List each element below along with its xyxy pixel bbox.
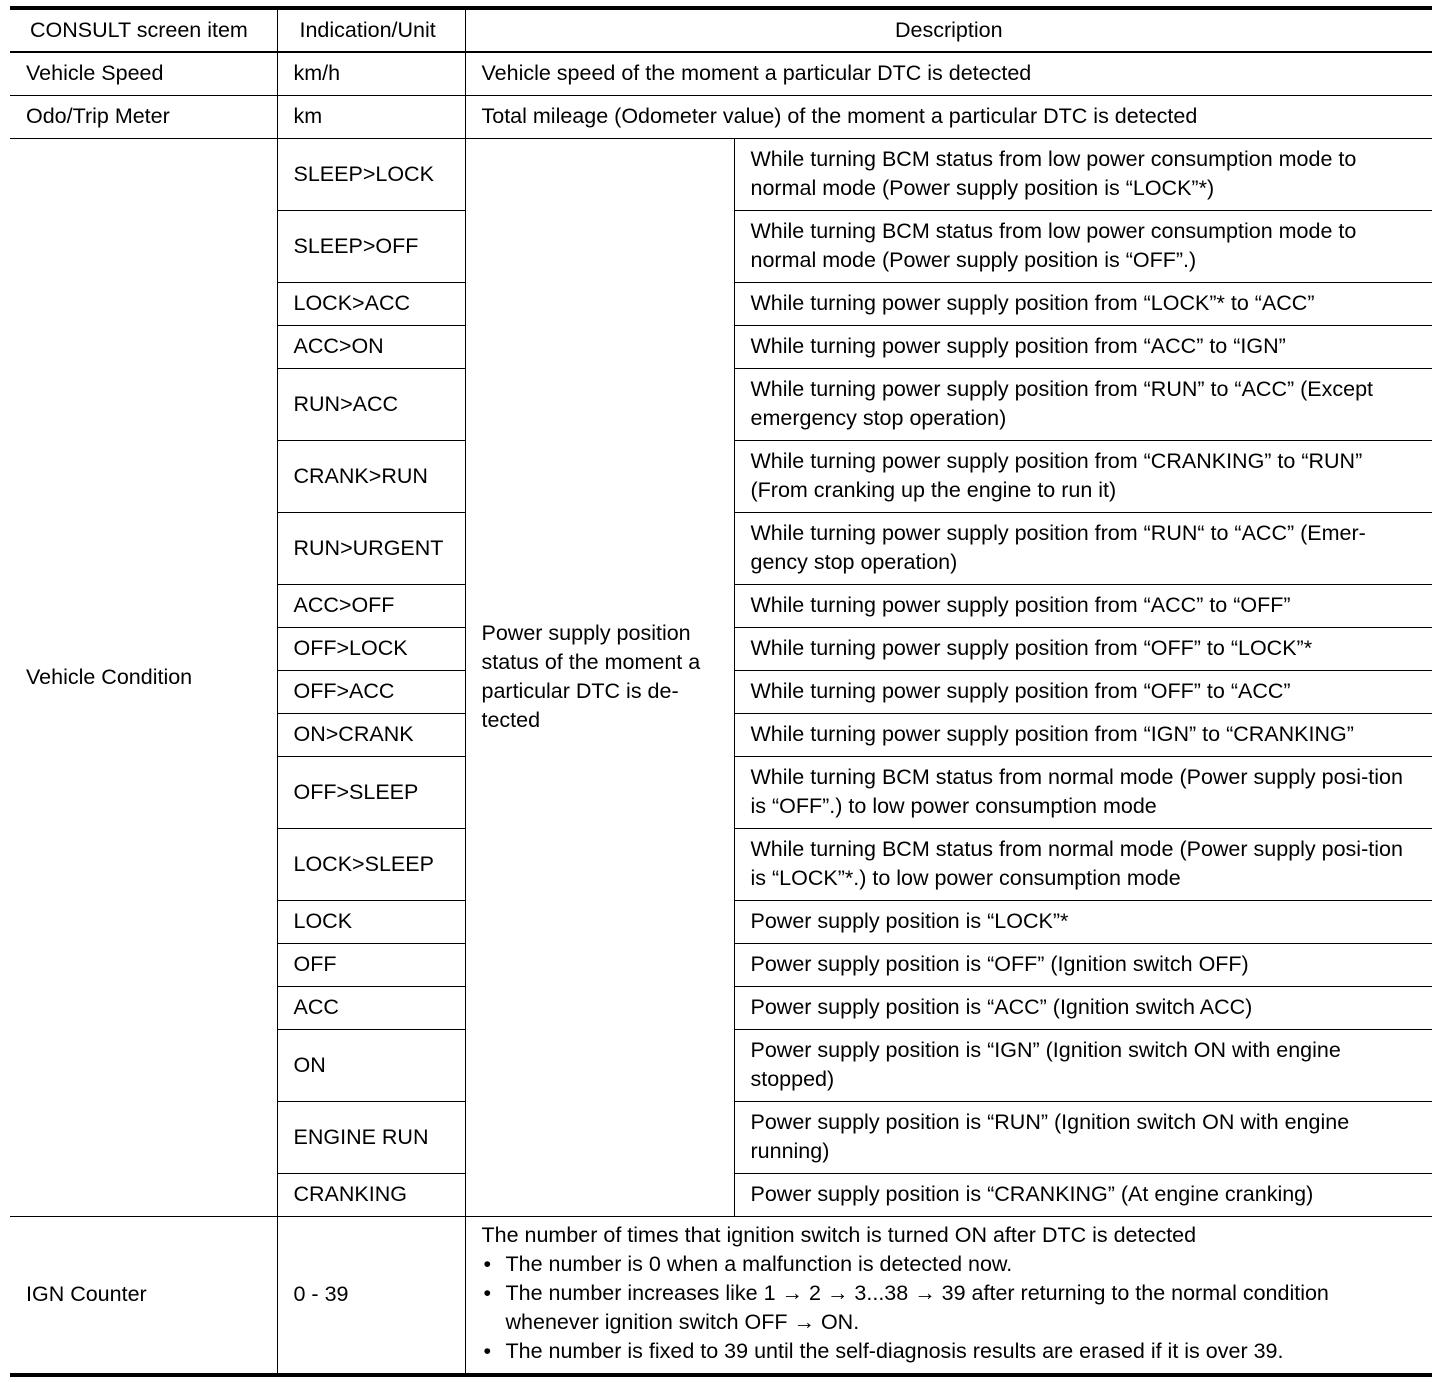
condition-description: Power supply position is “OFF” (Ignition switch OFF) bbox=[734, 943, 1432, 986]
condition-description: While turning BCM status from normal mode (Power supply posi-tion is “LOCK”*.) to low power consumption mode bbox=[734, 828, 1432, 900]
table-header-row bbox=[10, 8, 1432, 52]
condition-description: While turning power supply position from “IGN” to “CRANKING” bbox=[734, 713, 1432, 756]
indication-cell: ACC>ON bbox=[277, 325, 465, 368]
condition-description: Power supply position is “RUN” (Ignition switch ON with engine running) bbox=[734, 1101, 1432, 1173]
header-unit: Indication/Unit bbox=[277, 8, 465, 52]
indication-cell: ON bbox=[277, 1029, 465, 1101]
table-row bbox=[10, 95, 1432, 138]
indication-cell: ACC>OFF bbox=[277, 584, 465, 627]
table-row bbox=[10, 138, 1432, 210]
indication-cell: SLEEP>LOCK bbox=[277, 138, 465, 210]
bullet-item: • The number increases like 1 → 2 → 3...38 → 39 after returning to the normal condition whenever ignition switch OFF → ON. bbox=[482, 1279, 1423, 1337]
condition-description: While turning power supply position from “RUN“ to “ACC” (Emer-gency stop operation) bbox=[734, 512, 1432, 584]
header-description: Description bbox=[465, 8, 1432, 52]
header-item: CONSULT screen item bbox=[10, 8, 277, 52]
row-unit: km bbox=[277, 95, 465, 138]
indication-cell: LOCK bbox=[277, 900, 465, 943]
row-description: Total mileage (Odometer value) of the moment a particular DTC is detected bbox=[465, 95, 1432, 138]
ign-counter-bullet-list bbox=[482, 1250, 1423, 1366]
indication-cell: LOCK>SLEEP bbox=[277, 828, 465, 900]
ign-counter-unit: 0 - 39 bbox=[277, 1216, 465, 1375]
row-item: Odo/Trip Meter bbox=[10, 95, 277, 138]
indication-cell: ACC bbox=[277, 986, 465, 1029]
row-unit: km/h bbox=[277, 52, 465, 95]
indication-cell: CRANKING bbox=[277, 1173, 465, 1216]
ign-counter-label: IGN Counter bbox=[10, 1216, 277, 1375]
condition-description: While turning BCM status from low power consumption mode to normal mode (Power supply position is “LOCK”*) bbox=[734, 138, 1432, 210]
indication-cell: RUN>ACC bbox=[277, 368, 465, 440]
condition-description: While turning power supply position from “ACC” to “OFF” bbox=[734, 584, 1432, 627]
condition-description: While turning power supply position from “RUN” to “ACC” (Except emergency stop operation) bbox=[734, 368, 1432, 440]
indication-cell: OFF>SLEEP bbox=[277, 756, 465, 828]
condition-description: While turning power supply position from “OFF” to “ACC” bbox=[734, 670, 1432, 713]
indication-cell: OFF>ACC bbox=[277, 670, 465, 713]
condition-description: While turning BCM status from normal mode (Power supply posi-tion is “OFF”.) to low power consumption mode bbox=[734, 756, 1432, 828]
row-item: Vehicle Speed bbox=[10, 52, 277, 95]
condition-description: While turning power supply position from “ACC” to “IGN” bbox=[734, 325, 1432, 368]
indication-cell: ENGINE RUN bbox=[277, 1101, 465, 1173]
indication-cell: CRANK>RUN bbox=[277, 440, 465, 512]
ign-counter-description bbox=[465, 1216, 1432, 1375]
indication-cell: SLEEP>OFF bbox=[277, 210, 465, 282]
indication-cell: RUN>URGENT bbox=[277, 512, 465, 584]
vehicle-condition-summary: Power supply position status of the moment a particular DTC is de-tected bbox=[465, 138, 734, 1216]
condition-description: Power supply position is “LOCK”* bbox=[734, 900, 1432, 943]
bullet-item: • The number is 0 when a malfunction is detected now. bbox=[482, 1250, 1423, 1279]
table-row bbox=[10, 52, 1432, 95]
condition-description: Power supply position is “IGN” (Ignition switch ON with engine stopped) bbox=[734, 1029, 1432, 1101]
bullet-item: • The number is fixed to 39 until the self-diagnosis results are erased if it is over 39. bbox=[482, 1337, 1423, 1366]
table-row bbox=[10, 1216, 1432, 1375]
condition-description: While turning power supply position from “OFF” to “LOCK”* bbox=[734, 627, 1432, 670]
ign-counter-intro: The number of times that ignition switch is turned ON after DTC is detected bbox=[481, 1222, 1197, 1247]
indication-cell: LOCK>ACC bbox=[277, 282, 465, 325]
vehicle-condition-label: Vehicle Condition bbox=[10, 138, 277, 1216]
condition-description: While turning power supply position from “CRANKING” to “RUN” (From cranking up the engine to run it) bbox=[734, 440, 1432, 512]
row-description: Vehicle speed of the moment a particular DTC is detected bbox=[465, 52, 1432, 95]
condition-description: While turning BCM status from low power consumption mode to normal mode (Power supply position is “OFF”.) bbox=[734, 210, 1432, 282]
indication-cell: ON>CRANK bbox=[277, 713, 465, 756]
condition-description: Power supply position is “CRANKING” (At engine cranking) bbox=[734, 1173, 1432, 1216]
indication-cell: OFF bbox=[277, 943, 465, 986]
indication-cell: OFF>LOCK bbox=[277, 627, 465, 670]
consult-data-table bbox=[10, 6, 1432, 1377]
condition-description: While turning power supply position from “LOCK”* to “ACC” bbox=[734, 282, 1432, 325]
condition-description: Power supply position is “ACC” (Ignition switch ACC) bbox=[734, 986, 1432, 1029]
